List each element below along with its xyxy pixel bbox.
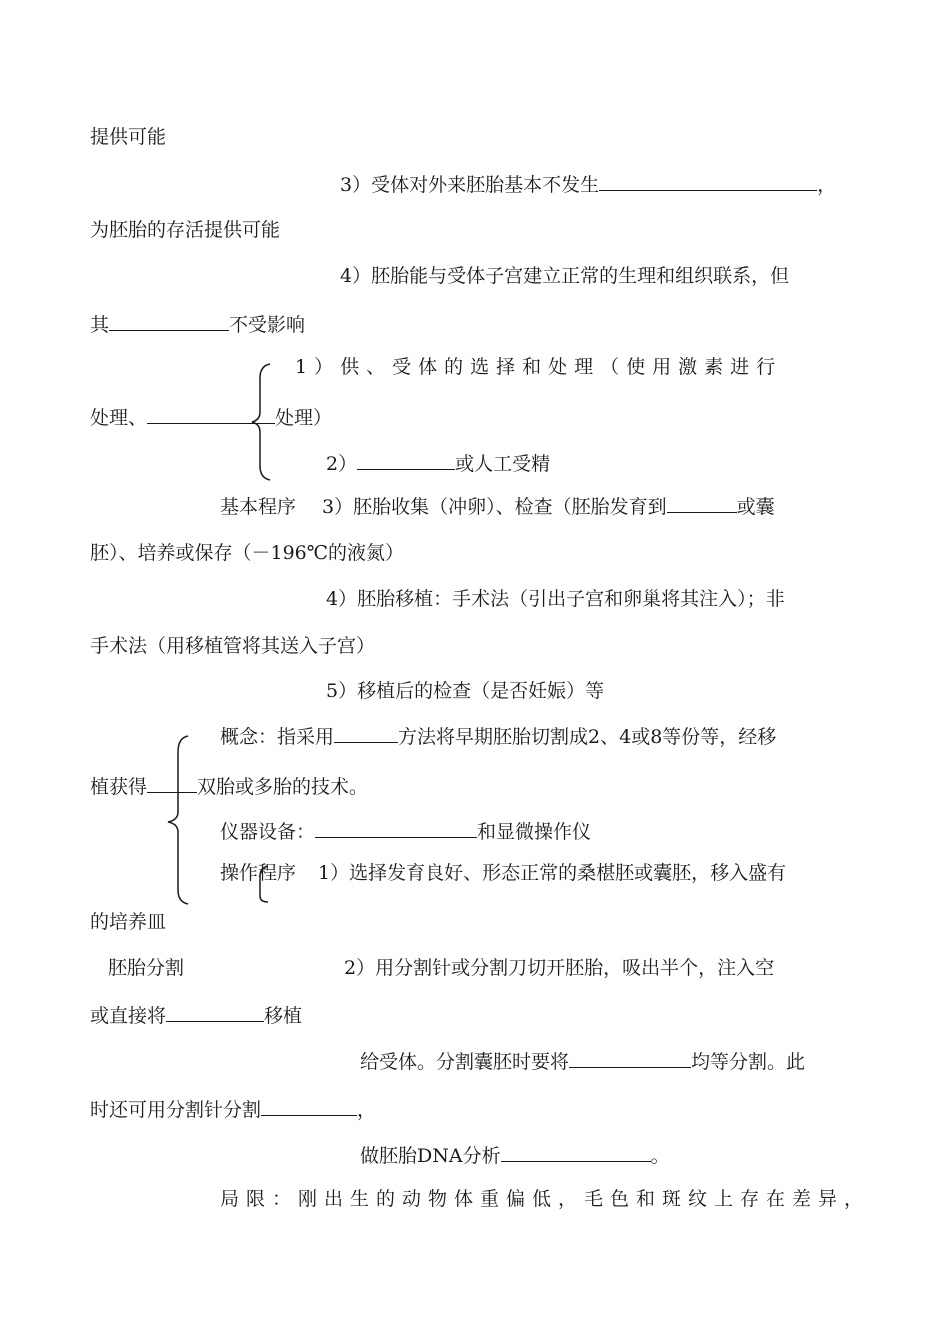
text: 手术法（用移植管将其送入子宫） xyxy=(90,635,376,657)
text: 1）选择发育良好、形态正常的桑椹胚或囊胚，移入盛有 xyxy=(318,862,787,884)
text-line xyxy=(326,586,785,612)
text-line xyxy=(360,1141,670,1169)
text: 胚胎分割 xyxy=(108,957,185,979)
text-line xyxy=(90,124,166,150)
text: 3）受体对外来胚胎基本不发生 xyxy=(340,174,600,196)
text: 处理、 xyxy=(90,407,148,429)
text: 。 xyxy=(650,1145,670,1167)
text: 3）胚胎收集（冲卵）、检查（胚胎发育到 xyxy=(322,496,667,518)
text: 基本程序 xyxy=(220,496,297,518)
text-line xyxy=(90,1001,302,1029)
text-line xyxy=(295,354,782,380)
text: 4）胚胎能与受体子宫建立正常的生理和组织联系，但 xyxy=(340,265,790,287)
text: 移植 xyxy=(264,1005,303,1027)
text-line xyxy=(326,678,604,704)
fill-blank xyxy=(147,403,275,424)
text: 2）用分割针或分割刀切开胚胎，吸出半个，注入空 xyxy=(344,957,775,979)
fill-blank xyxy=(147,772,197,793)
text-line xyxy=(220,1186,870,1212)
text-line xyxy=(340,170,836,198)
text: 给受体。分割囊胚时要将 xyxy=(360,1051,570,1073)
fill-blank xyxy=(667,492,737,513)
text: 2） xyxy=(326,453,358,475)
fill-blank xyxy=(599,170,817,191)
text-line xyxy=(90,1095,376,1123)
text-line xyxy=(326,449,550,477)
text-line xyxy=(90,633,375,659)
text: 时还可用分割针分割 xyxy=(90,1099,262,1121)
text-line xyxy=(360,1047,805,1075)
text: ， xyxy=(817,174,837,196)
text: 或囊 xyxy=(736,496,775,518)
text: 不受影响 xyxy=(229,314,306,336)
text-line xyxy=(90,310,305,338)
fill-blank xyxy=(501,1141,651,1162)
text-line xyxy=(108,955,184,981)
text: 4）胚胎移植：手术法（引出子宫和卵巢将其注入）；非 xyxy=(326,588,785,610)
text: 5）移植后的检查（是否妊娠）等 xyxy=(326,680,605,702)
text: 的培养皿 xyxy=(90,911,167,933)
text: 1）供、受体的选择和处理（使用激素进行 xyxy=(295,356,783,378)
fill-blank xyxy=(357,449,455,470)
text-line xyxy=(90,403,332,431)
text: 双胎或多胎的技术。 xyxy=(197,776,369,798)
fill-blank xyxy=(334,722,398,743)
fill-blank xyxy=(261,1095,357,1116)
text: 提供可能 xyxy=(90,126,167,148)
text: 做胚胎DNA分析 xyxy=(360,1145,501,1167)
text: 为胚胎的存活提供可能 xyxy=(90,219,281,241)
text: 方法将早期胚胎切割成2、4或8等份等，经移 xyxy=(398,726,777,748)
text: 或直接将 xyxy=(90,1005,167,1027)
text: 胚）、培养或保存（－196℃的液氮） xyxy=(90,542,405,564)
text: ， xyxy=(357,1099,377,1121)
text: 处理） xyxy=(275,407,333,429)
text-line xyxy=(344,955,774,981)
text-line xyxy=(220,860,786,886)
text: 或人工受精 xyxy=(455,453,551,475)
text: 和显微操作仪 xyxy=(477,821,592,843)
fill-blank xyxy=(569,1047,691,1068)
text: 概念：指采用 xyxy=(220,726,335,748)
text-line xyxy=(90,772,368,800)
text: 操作程序 xyxy=(220,862,297,884)
fill-blank xyxy=(166,1001,264,1022)
text: 其 xyxy=(90,314,110,336)
text: 植获得 xyxy=(90,776,148,798)
text: 仪器设备： xyxy=(220,821,316,843)
text-line xyxy=(90,217,280,243)
fill-blank xyxy=(109,310,229,331)
brace-bracket xyxy=(164,732,192,908)
text-line xyxy=(220,492,775,520)
text-line xyxy=(90,540,404,566)
text-line xyxy=(220,722,776,750)
text-line xyxy=(340,263,789,289)
text-line xyxy=(90,909,166,935)
text: 均等分割。此 xyxy=(691,1051,806,1073)
text: 局限：刚出生的动物体重偏低，毛色和斑纹上存在差异， xyxy=(220,1188,871,1210)
fill-blank xyxy=(315,817,477,838)
text-line xyxy=(220,817,591,845)
